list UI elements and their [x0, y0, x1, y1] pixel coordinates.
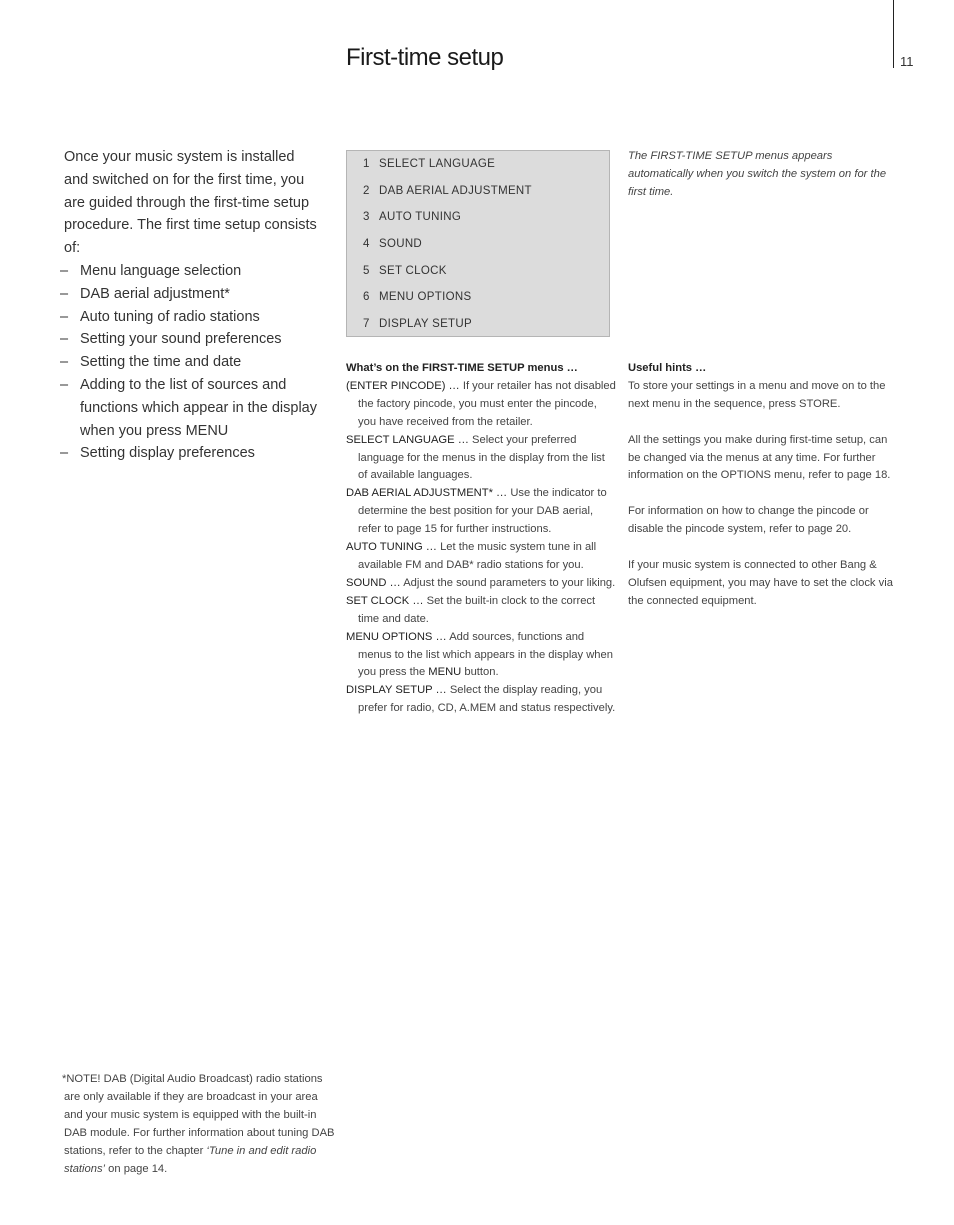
dash-bullet: – [60, 354, 69, 371]
menu-description: DAB AERIAL ADJUSTMENT* … Use the indicator to determine the best position for your DAB aerial, refer to page 15 for further instructions. [346, 487, 607, 536]
list-item: – Setting the time and date [64, 351, 319, 374]
whats-on-section [346, 360, 616, 718]
list-item: – DAB aerial adjustment* [64, 283, 319, 306]
page-title: First-time setup [346, 44, 504, 71]
dash-bullet: – [60, 285, 69, 302]
menu-description: AUTO TUNING … Let the music system tune in all available FM and DAB* radio stations for you. [346, 541, 597, 571]
header-rule [893, 0, 894, 68]
useful-hints-section [628, 360, 896, 629]
dash-bullet: – [60, 376, 69, 393]
menu-display-box [346, 150, 610, 337]
dash-bullet: – [60, 331, 69, 348]
menu-item-dab-aerial: 2 DAB AERIAL ADJUSTMENT [363, 185, 532, 197]
intro-paragraph: Once your music system is installed and switched on for the first time, you are guided through the first-time setup procedure. The first time setup consists of: [64, 149, 317, 257]
menu-item-menu-options: 6 MENU OPTIONS [363, 291, 472, 303]
intro-section [60, 146, 319, 465]
menu-description: MENU OPTIONS … Add sources, functions and menus to the list which appears in the display when you press the MENU button. [346, 630, 613, 679]
list-item: – Menu language selection [64, 260, 319, 283]
hint-paragraph: If your music system is connected to other Bang & Olufsen equipment, you may have to set the clock via the connected equipment. [628, 558, 893, 607]
list-item: – Setting display preferences [64, 442, 319, 465]
dash-bullet: – [60, 445, 69, 462]
side-note: The FIRST-TIME SETUP menus appears automatically when you switch the system on for the first time. [628, 150, 887, 198]
dash-bullet: – [60, 308, 69, 325]
list-item: – Adding to the list of sources and functions which appear in the display when you press MENU [64, 374, 319, 442]
menu-description: SET CLOCK … Set the built-in clock to the correct time and date. [346, 594, 596, 625]
section-heading: What’s on the FIRST-TIME SETUP menus … [346, 362, 578, 374]
dash-bullet: – [60, 262, 69, 279]
list-item: – Auto tuning of radio stations [64, 306, 319, 329]
hint-paragraph: To store your settings in a menu and move on to the next menu in the sequence, press STORE. [628, 379, 886, 410]
page-number: 11 [900, 54, 914, 69]
setup-steps-list [60, 260, 319, 465]
menu-description: DISPLAY SETUP … Select the display reading, you prefer for radio, CD, A.MEM and status respectively. [346, 684, 616, 715]
hint-paragraph: All the settings you make during first-time setup, can be changed via the menus at any time. For further information on the OPTIONS menu, refer to page 18. [628, 433, 891, 482]
menu-item-select-language: 1 SELECT LANGUAGE [363, 158, 496, 170]
menu-description: SELECT LANGUAGE … Select your preferred language for the menus in the display from the list of available languages. [346, 433, 605, 482]
menu-item-auto-tuning: 3 AUTO TUNING [363, 211, 462, 223]
menu-description: SOUND … Adjust the sound parameters to your liking. [346, 576, 616, 589]
list-item: – Setting your sound preferences [64, 328, 319, 351]
footnote: *NOTE! DAB (Digital Audio Broadcast) radio stations are only available if they are broadcast in your area and your music system is equipped with the built-in DAB module. For further information about tuning DAB stations, refer to the chapter ‘Tune in and edit radio stations’ on page 14. [62, 1073, 335, 1175]
menu-item-display-setup: 7 DISPLAY SETUP [363, 318, 472, 330]
menu-description: (ENTER PINCODE) … If your retailer has not disabled the factory pincode, you must enter the pincode, you have received from the retailer. [346, 379, 616, 428]
chapter-reference: ‘Tune in and edit radio stations’ [64, 1144, 317, 1175]
hint-paragraph: For information on how to change the pincode or disable the pincode system, refer to page 20. [628, 505, 869, 536]
menu-item-set-clock: 5 SET CLOCK [363, 265, 447, 277]
section-heading: Useful hints … [628, 362, 707, 374]
menu-item-sound: 4 SOUND [363, 238, 423, 250]
